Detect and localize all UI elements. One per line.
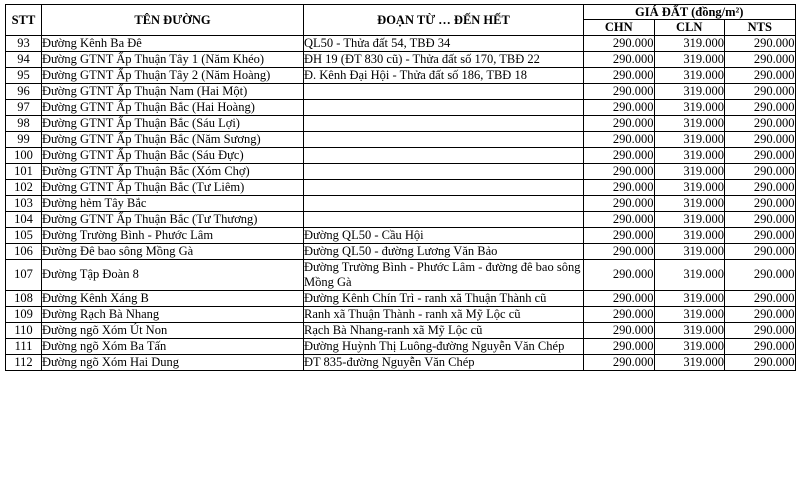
header-nts: NTS	[725, 20, 796, 35]
cell-cln: 319.000	[654, 338, 725, 354]
table-row	[6, 354, 796, 370]
cell-name: Đường Tập Đoàn 8	[42, 259, 304, 290]
cell-stt: 103	[6, 195, 42, 211]
table-row	[6, 195, 796, 211]
cell-chn: 290.000	[584, 67, 655, 83]
cell-segment: Đ. Kênh Đại Hội - Thửa đất số 186, TBĐ 18	[304, 67, 584, 83]
cell-cln: 319.000	[654, 131, 725, 147]
cell-name: Đường hẻm Tây Bắc	[42, 195, 304, 211]
header-row-top	[6, 5, 796, 20]
cell-name: Đường GTNT Ấp Thuận Tây 2 (Năm Hoàng)	[42, 67, 304, 83]
cell-nts: 290.000	[725, 322, 796, 338]
cell-stt: 109	[6, 306, 42, 322]
cell-stt: 100	[6, 147, 42, 163]
cell-stt: 106	[6, 243, 42, 259]
header-price-group: GIÁ ĐẤT (đồng/m²)	[584, 5, 796, 20]
table-row	[6, 147, 796, 163]
table-row	[6, 243, 796, 259]
cell-segment	[304, 195, 584, 211]
cell-cln: 319.000	[654, 211, 725, 227]
cell-name: Đường ngõ Xóm Hai Dung	[42, 354, 304, 370]
table-row	[6, 35, 796, 51]
table-row	[6, 227, 796, 243]
cell-name: Đường GTNT Ấp Thuận Bắc (Sáu Đực)	[42, 147, 304, 163]
header-chn: CHN	[584, 20, 655, 35]
cell-cln: 319.000	[654, 67, 725, 83]
cell-chn: 290.000	[584, 115, 655, 131]
cell-chn: 290.000	[584, 131, 655, 147]
cell-nts: 290.000	[725, 179, 796, 195]
cell-name: Đường Đê bao sông Mồng Gà	[42, 243, 304, 259]
cell-nts: 290.000	[725, 163, 796, 179]
cell-name: Đường GTNT Ấp Thuận Bắc (Tư Liêm)	[42, 179, 304, 195]
cell-cln: 319.000	[654, 163, 725, 179]
cell-segment	[304, 179, 584, 195]
cell-cln: 319.000	[654, 290, 725, 306]
cell-chn: 290.000	[584, 163, 655, 179]
cell-nts: 290.000	[725, 83, 796, 99]
cell-stt: 112	[6, 354, 42, 370]
cell-name: Đường GTNT Ấp Thuận Bắc (Xóm Chợ)	[42, 163, 304, 179]
cell-stt: 107	[6, 259, 42, 290]
cell-segment	[304, 115, 584, 131]
cell-name: Đường GTNT Ấp Thuận Bắc (Tư Thương)	[42, 211, 304, 227]
cell-stt: 97	[6, 99, 42, 115]
cell-segment	[304, 83, 584, 99]
cell-stt: 104	[6, 211, 42, 227]
land-price-table	[5, 4, 796, 371]
cell-chn: 290.000	[584, 306, 655, 322]
table-row	[6, 306, 796, 322]
cell-nts: 290.000	[725, 243, 796, 259]
header-cln: CLN	[654, 20, 725, 35]
header-name: TÊN ĐƯỜNG	[42, 5, 304, 36]
cell-segment: QL50 - Thửa đất 54, TBĐ 34	[304, 35, 584, 51]
cell-nts: 290.000	[725, 290, 796, 306]
cell-nts: 290.000	[725, 115, 796, 131]
cell-stt: 99	[6, 131, 42, 147]
cell-nts: 290.000	[725, 259, 796, 290]
table-row	[6, 115, 796, 131]
cell-segment: Ranh xã Thuận Thành - ranh xã Mỹ Lộc cũ	[304, 306, 584, 322]
cell-name: Đường ngõ Xóm Út Non	[42, 322, 304, 338]
cell-name: Đường Trường Bình - Phước Lâm	[42, 227, 304, 243]
cell-chn: 290.000	[584, 179, 655, 195]
cell-stt: 94	[6, 51, 42, 67]
cell-cln: 319.000	[654, 243, 725, 259]
cell-nts: 290.000	[725, 147, 796, 163]
cell-stt: 108	[6, 290, 42, 306]
cell-segment: Đường Kênh Chín Trì - ranh xã Thuận Thành cũ	[304, 290, 584, 306]
table-row	[6, 179, 796, 195]
table-row	[6, 322, 796, 338]
cell-name: Đường Kênh Ba Đê	[42, 35, 304, 51]
cell-stt: 95	[6, 67, 42, 83]
cell-segment: Rạch Bà Nhang-ranh xã Mỹ Lộc cũ	[304, 322, 584, 338]
table-row	[6, 83, 796, 99]
cell-nts: 290.000	[725, 67, 796, 83]
cell-chn: 290.000	[584, 211, 655, 227]
table-row	[6, 259, 796, 290]
cell-cln: 319.000	[654, 322, 725, 338]
cell-nts: 290.000	[725, 227, 796, 243]
cell-nts: 290.000	[725, 99, 796, 115]
table-row	[6, 290, 796, 306]
cell-name: Đường GTNT Ấp Thuận Nam (Hai Một)	[42, 83, 304, 99]
cell-stt: 101	[6, 163, 42, 179]
cell-nts: 290.000	[725, 35, 796, 51]
cell-chn: 290.000	[584, 83, 655, 99]
cell-cln: 319.000	[654, 51, 725, 67]
cell-segment	[304, 211, 584, 227]
cell-cln: 319.000	[654, 227, 725, 243]
cell-name: Đường GTNT Ấp Thuận Bắc (Hai Hoàng)	[42, 99, 304, 115]
cell-stt: 111	[6, 338, 42, 354]
cell-segment: Đường QL50 - đường Lương Văn Bảo	[304, 243, 584, 259]
cell-chn: 290.000	[584, 227, 655, 243]
cell-segment	[304, 147, 584, 163]
table-row	[6, 338, 796, 354]
table-row	[6, 99, 796, 115]
cell-cln: 319.000	[654, 115, 725, 131]
cell-cln: 319.000	[654, 354, 725, 370]
cell-chn: 290.000	[584, 147, 655, 163]
cell-chn: 290.000	[584, 243, 655, 259]
cell-segment	[304, 131, 584, 147]
cell-nts: 290.000	[725, 306, 796, 322]
cell-stt: 110	[6, 322, 42, 338]
cell-chn: 290.000	[584, 290, 655, 306]
header-segment: ĐOẠN TỪ … ĐẾN HẾT	[304, 5, 584, 36]
cell-segment	[304, 99, 584, 115]
table-row	[6, 51, 796, 67]
table-header	[6, 5, 796, 36]
cell-nts: 290.000	[725, 131, 796, 147]
cell-segment	[304, 163, 584, 179]
cell-chn: 290.000	[584, 35, 655, 51]
cell-nts: 290.000	[725, 211, 796, 227]
cell-chn: 290.000	[584, 195, 655, 211]
cell-cln: 319.000	[654, 195, 725, 211]
cell-cln: 319.000	[654, 147, 725, 163]
cell-name: Đường ngõ Xóm Ba Tấn	[42, 338, 304, 354]
cell-chn: 290.000	[584, 354, 655, 370]
cell-cln: 319.000	[654, 259, 725, 290]
cell-cln: 319.000	[654, 306, 725, 322]
cell-chn: 290.000	[584, 259, 655, 290]
cell-chn: 290.000	[584, 322, 655, 338]
cell-cln: 319.000	[654, 99, 725, 115]
cell-stt: 105	[6, 227, 42, 243]
cell-stt: 102	[6, 179, 42, 195]
cell-name: Đường GTNT Ấp Thuận Bắc (Sáu Lợi)	[42, 115, 304, 131]
cell-cln: 319.000	[654, 35, 725, 51]
cell-nts: 290.000	[725, 51, 796, 67]
cell-nts: 290.000	[725, 354, 796, 370]
table-body	[6, 35, 796, 370]
cell-name: Đường GTNT Ấp Thuận Tây 1 (Năm Khéo)	[42, 51, 304, 67]
cell-chn: 290.000	[584, 338, 655, 354]
cell-name: Đường Rạch Bà Nhang	[42, 306, 304, 322]
cell-nts: 290.000	[725, 338, 796, 354]
cell-cln: 319.000	[654, 179, 725, 195]
cell-chn: 290.000	[584, 51, 655, 67]
cell-stt: 98	[6, 115, 42, 131]
cell-cln: 319.000	[654, 83, 725, 99]
table-row	[6, 163, 796, 179]
cell-name: Đường GTNT Ấp Thuận Bắc (Năm Sương)	[42, 131, 304, 147]
cell-stt: 96	[6, 83, 42, 99]
table-row	[6, 67, 796, 83]
cell-segment: ĐT 835-đường Nguyễn Văn Chép	[304, 354, 584, 370]
header-stt: STT	[6, 5, 42, 36]
cell-chn: 290.000	[584, 99, 655, 115]
cell-stt: 93	[6, 35, 42, 51]
table-row	[6, 131, 796, 147]
cell-segment: Đường Trường Bình - Phước Lâm - đường đê bao sông Mồng Gà	[304, 259, 584, 290]
cell-name: Đường Kênh Xáng B	[42, 290, 304, 306]
cell-segment: ĐH 19 (ĐT 830 cũ) - Thửa đất số 170, TBĐ 22	[304, 51, 584, 67]
cell-nts: 290.000	[725, 195, 796, 211]
cell-segment: Đường QL50 - Cầu Hội	[304, 227, 584, 243]
table-row	[6, 211, 796, 227]
cell-segment: Đường Huỳnh Thị Luông-đường Nguyễn Văn Chép	[304, 338, 584, 354]
